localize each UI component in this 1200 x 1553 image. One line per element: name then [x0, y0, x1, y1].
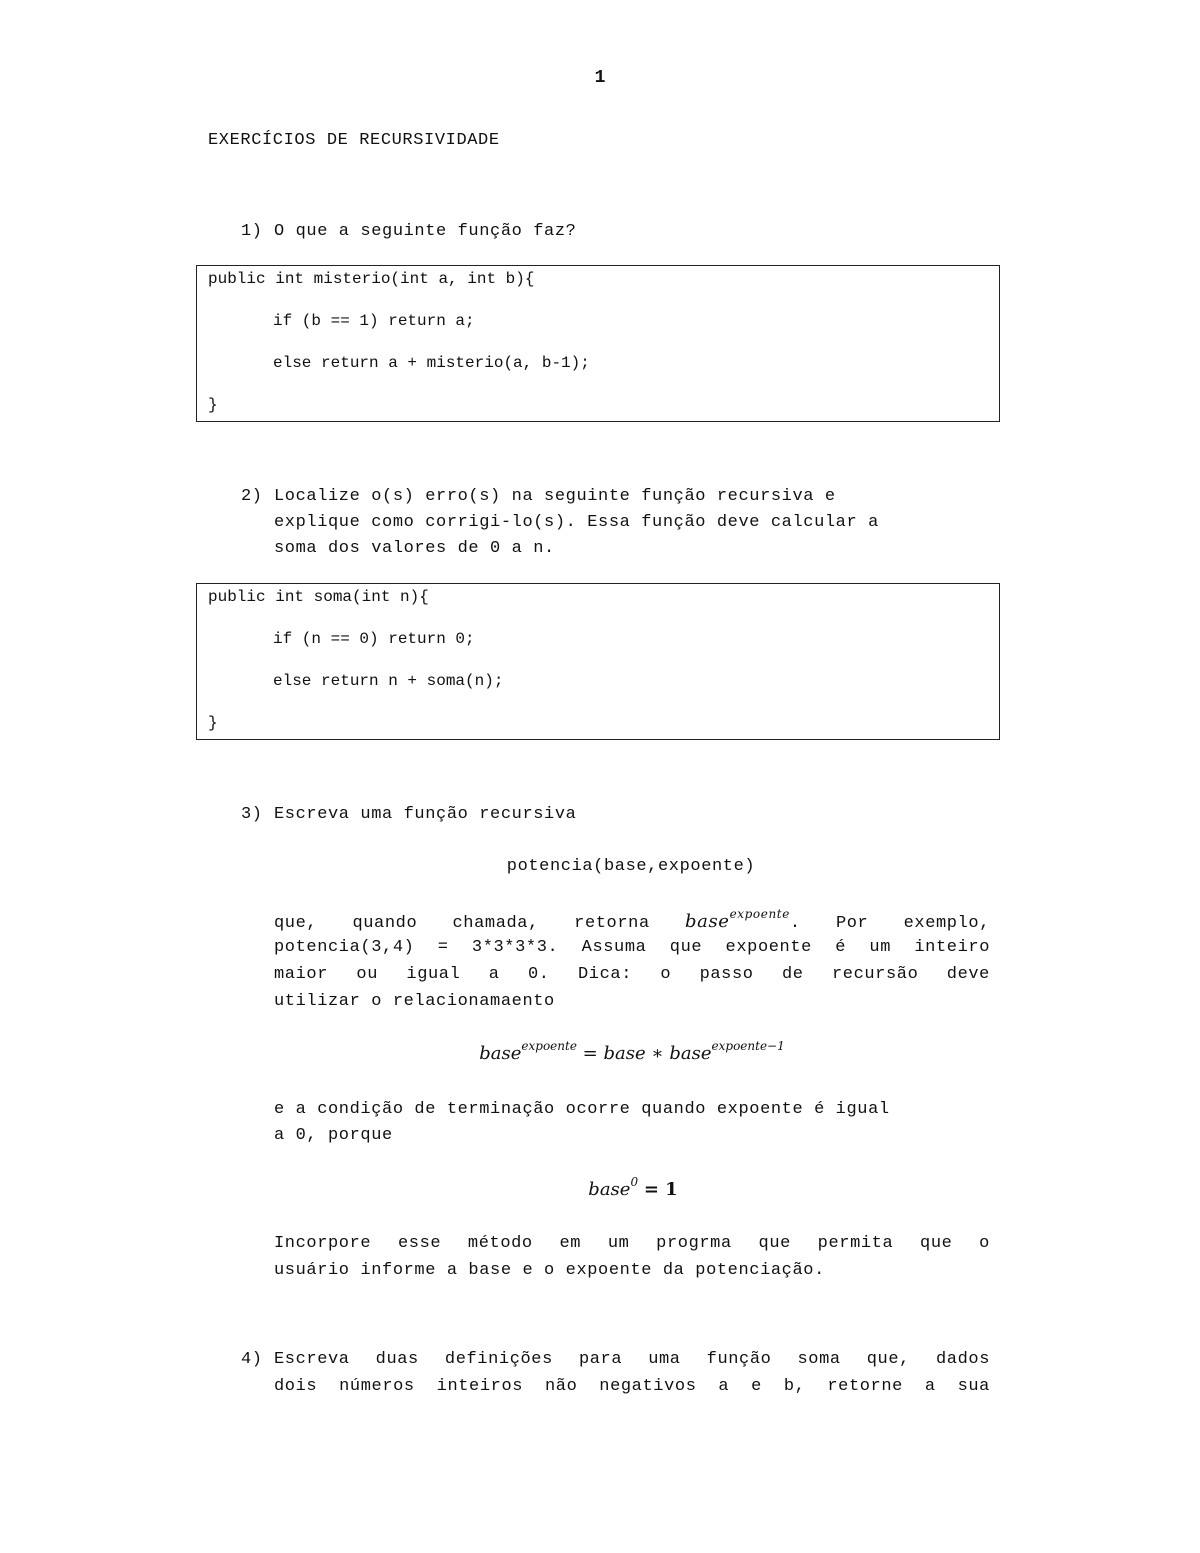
question-3-line: Incorpore esse método em um progrma que permita que o [274, 1234, 990, 1253]
question-3-intro: Escreva uma função recursiva [274, 805, 577, 824]
math-base: base [603, 1043, 646, 1064]
question-2-line: soma dos valores de 0 a n. [274, 539, 555, 558]
math-operator: ∗ [651, 1043, 664, 1064]
question-2-line: Localize o(s) erro(s) na seguinte função recursiva e [274, 487, 836, 506]
question-3-line: maior ou igual a 0. Dica: o passo de recursão deve [274, 965, 990, 984]
text-fragment: . Por exemplo, [789, 914, 990, 933]
code-line: if (b == 1) return a; [273, 312, 475, 330]
question-2-line: explique como corrigi-lo(s). Essa função deve calcular a [274, 513, 879, 532]
math-equals: = 1 [643, 1179, 678, 1200]
question-3-line: potencia(3,4) = 3*3*3*3. Assuma que expoente é um inteiro [274, 938, 990, 957]
function-signature: potencia(base,expoente) [506, 857, 756, 876]
math-exponent: expoente [521, 1039, 577, 1053]
code-box-misterio [196, 265, 1000, 422]
math-base: base [588, 1179, 631, 1200]
math-exponent: expoente−1 [711, 1039, 785, 1053]
math-base: base [669, 1043, 712, 1064]
math-exponent: expoente [729, 907, 790, 921]
question-3-number: 3) [241, 805, 263, 824]
question-4-line: dois números inteiros não negativos a e b, retorne a sua [274, 1377, 990, 1396]
code-box-soma [196, 583, 1000, 740]
question-1-text: O que a seguinte função faz? [274, 222, 577, 241]
code-line: } [208, 714, 218, 732]
document-title: EXERCÍCIOS DE RECURSIVIDADE [208, 131, 500, 150]
recursion-formula [0, 1039, 1200, 1064]
base-case-formula [0, 1175, 1200, 1200]
page-number: 1 [594, 68, 606, 88]
code-line: public int soma(int n){ [208, 588, 429, 606]
question-3-line [274, 907, 990, 933]
math-exponent: 0 [630, 1175, 639, 1189]
question-4-line: Escreva duas definições para uma função soma que, dados [274, 1350, 990, 1369]
question-1-number: 1) [241, 222, 263, 241]
question-3-line: e a condição de terminação ocorre quando expoente é igual [274, 1100, 890, 1119]
inline-formula [685, 907, 990, 933]
question-4-number: 4) [241, 1350, 263, 1369]
math-equals: = [582, 1043, 598, 1064]
question-3-line: a 0, porque [274, 1126, 393, 1145]
code-line: } [208, 396, 218, 414]
math-base: base [479, 1043, 522, 1064]
code-line: else return a + misterio(a, b-1); [273, 354, 590, 372]
text-fragment: que, quando chamada, retorna [274, 914, 650, 933]
question-2-number: 2) [241, 487, 263, 506]
question-3-line: utilizar o relacionamaento [274, 992, 555, 1011]
code-line: else return n + soma(n); [273, 672, 504, 690]
math-base: base [685, 911, 730, 932]
code-line: if (n == 0) return 0; [273, 630, 475, 648]
code-line: public int misterio(int a, int b){ [208, 270, 535, 288]
question-3-line: usuário informe a base e o expoente da potenciação. [274, 1261, 825, 1280]
